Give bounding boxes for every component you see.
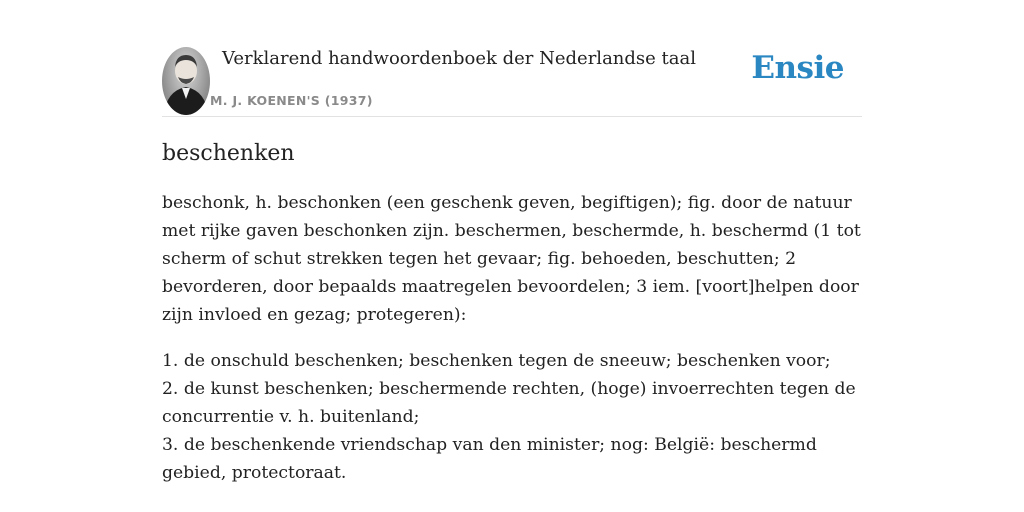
- author-portrait: [162, 47, 210, 115]
- ensie-logo-link[interactable]: Ensie: [751, 50, 844, 86]
- entry-examples: [162, 347, 864, 487]
- dictionary-title: Verklarend handwoordenboek der Nederlandse taal: [222, 48, 696, 69]
- site-header: [162, 44, 862, 117]
- example-line: 2. de kunst beschenken; beschermende rechten, (hoge) invoerrechten tegen de concurrentie v. h. buitenland;: [162, 379, 856, 427]
- example-line: 1. de onschuld beschenken; beschenken tegen de sneeuw; beschenken voor;: [162, 351, 831, 371]
- entry-headword: beschenken: [162, 141, 295, 166]
- example-line: 3. de beschenkende vriendschap van den minister; nog: België: beschermd gebied, protectoraat.: [162, 435, 817, 483]
- entry-definition: beschonk, h. beschonken (een geschenk geven, begiftigen); fig. door de natuur met rijke gaven beschonken zijn. beschermen, beschermde, h. beschermd (1 tot scherm of schut strekken tegen het gevaar; fig. behoeden, beschutten; 2 bevorderen, door bepaalds maatregelen bevoordelen; 3 iem. [voort]helpen door zijn invloed en gezag; protegeren):: [162, 193, 861, 325]
- dictionary-author: M. J. KOENEN'S (1937): [210, 93, 373, 108]
- entry-content: [162, 138, 864, 487]
